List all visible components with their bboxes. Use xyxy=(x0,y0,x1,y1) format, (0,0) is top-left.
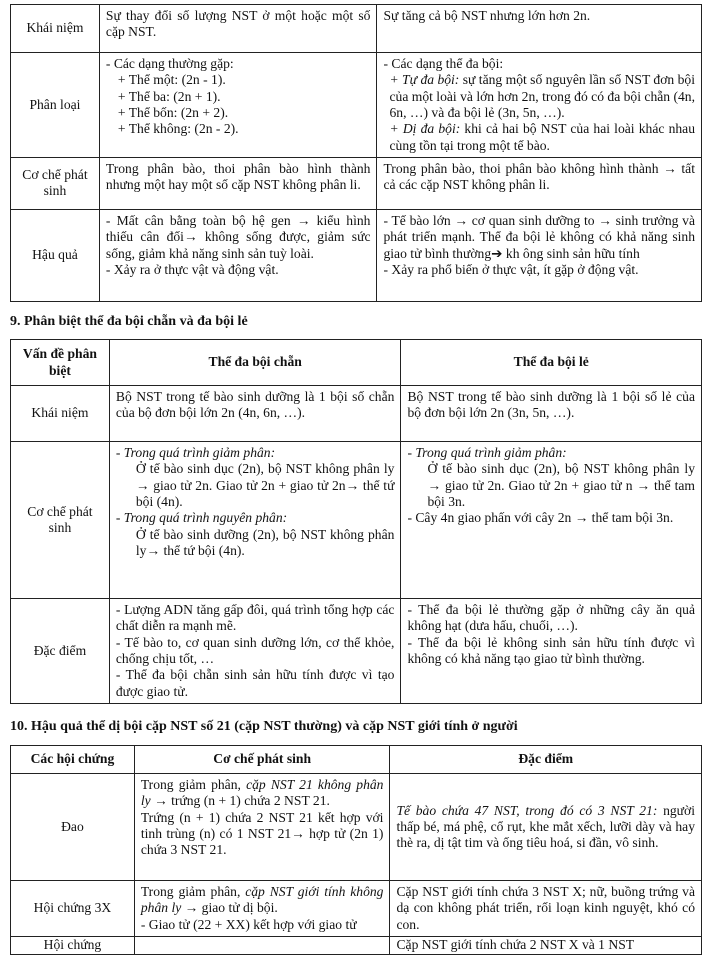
table-even-vs-odd-polyploid xyxy=(10,339,702,704)
column-header: Thể đa bội chẵn xyxy=(109,340,401,386)
table-row xyxy=(11,209,702,301)
cell-odd: Bộ NST trong tế bào sinh dưỡng là 1 bội số lẻ của bộ đơn bội lớn 2n (3n, 5n, …). xyxy=(401,386,702,442)
column-header: Vấn đề phân biệt xyxy=(11,340,110,386)
row-label: Đặc điểm xyxy=(11,599,110,704)
term-autopolyploid: + Tự đa bội: xyxy=(389,72,460,88)
row-label: Khái niệm xyxy=(11,5,100,53)
column-header: Đặc điểm xyxy=(390,746,702,774)
row-label: Khái niệm xyxy=(11,386,110,442)
cell-features: Cặp NST giới tính chứa 3 NST X; nữ, buồng trứng và dạ con không phát triển, rối loạn kinh nguyệt, khó có con. xyxy=(390,881,702,937)
row-label: Phân loại xyxy=(11,53,100,158)
table-row xyxy=(11,881,702,937)
column-header: Các hội chứng xyxy=(11,746,135,774)
cell-polyploid: - Các dạng thể đa bội: + Tự đa bội: sự tăng một số nguyên lần số NST đơn bội của một loài và lớn hơn 2n, trong đó có đa bội chẵn (4n, 6n, …) và đa bội lẻ (3n, 5n, …). + Dị đa bội: khi cả hai bộ NST của hai loài khác nhau cùng tồn tại trong một tế bào. xyxy=(377,53,702,158)
cell-even: - Lượng ADN tăng gấp đôi, quá trình tổng hợp các chất diễn ra mạnh mẽ. - Tế bào to, cơ quan sinh dưỡng lớn, cơ thể khỏe, chống chịu tốt, … - Thể đa bội chẵn sinh sản hữu tính được vì tạo được giao tử. xyxy=(109,599,401,704)
row-label: Cơ chế phát sinh xyxy=(11,442,110,599)
table-row xyxy=(11,442,702,599)
row-label: Hậu quả xyxy=(11,209,100,301)
cell-polyploid: - Tế bào lớn → cơ quan sinh dưỡng to → sinh trưởng và phát triển mạnh. Thể đa bội lẻ không có khả năng sinh giao tử bình thường➔ kh ông sinh sản hữu tính - Xảy ra phổ biến ở thực vật, ít gặp ở động vật. xyxy=(377,209,702,301)
cell-even: Bộ NST trong tế bào sinh dưỡng là 1 bội số chẵn của bộ đơn bội lớn 2n (4n, 6n, …). xyxy=(109,386,401,442)
cell-aneuploid: - Mất cân bằng toàn bộ hệ gen → kiểu hình thiếu cân đối→ không sống được, giảm sức sống, giảm khả năng sinh sản tuỳ loài. - Xảy ra ở thực vật và động vật. xyxy=(99,209,377,301)
section-10-heading: 10. Hậu quả thể dị bội cặp NST số 21 (cặp NST thường) và cặp NST giới tính ở người xyxy=(10,719,518,734)
cell-mechanism: Trong giảm phân, cặp NST 21 không phân ly → trứng (n + 1) chứa 2 NST 21. Trứng (n + 1) chứa 2 NST 21 kết hợp với tinh trùng (n) có 1 NST 21→ hợp tử (2n 1) chứa 3 NST 21. xyxy=(134,774,390,881)
section-9-heading: 9. Phân biệt thể đa bội chẵn và đa bội lẻ xyxy=(10,314,248,329)
cell-odd: - Thể đa bội lẻ thường gặp ở những cây ăn quả không hạt (dưa hấu, chuối, …). - Thể đa bội lẻ không sinh sản hữu tính được vì không có khả năng tạo giao tử bình thường. xyxy=(401,599,702,704)
row-label: Cơ chế phát sinh xyxy=(11,157,100,209)
cell-polyploid: Trong phân bào, thoi phân bào không hình thành → tất cả các cặp NST không phân li. xyxy=(377,157,702,209)
table-row xyxy=(11,936,702,954)
cell-mechanism xyxy=(134,936,390,954)
table-row xyxy=(11,5,702,53)
cell-mechanism: Trong giảm phân, cặp NST giới tính không phân ly → giao tử dị bội. - Giao tử (22 + XX) kết hợp với giao tử xyxy=(134,881,390,937)
row-label: Hội chứng xyxy=(11,936,135,954)
term-allopolyploid: + Dị đa bội: xyxy=(389,121,461,137)
cell-features: Cặp NST giới tính chứa 2 NST X và 1 NST xyxy=(390,936,702,954)
table-header-row xyxy=(11,340,702,386)
cell-features: Tế bào chứa 47 NST, trong đó có 3 NST 21: người thấp bé, má phệ, cổ rụt, khe mắt xếch, lưỡi dày và hay thè ra, dị tật tim và ống tiêu hoá, si đần, vô sinh. xyxy=(390,774,702,881)
table-row xyxy=(11,53,702,158)
column-header: Thể đa bội lẻ xyxy=(401,340,702,386)
cell-odd: - Trong quá trình giảm phân: Ở tế bào sinh dục (2n), bộ NST không phân ly → giao tử 2n. Giao tử 2n + giao tử n → thể tam bội 3n. - Cây 4n giao phấn với cây 2n → thể tam bội 3n. xyxy=(401,442,702,599)
cell-polyploid: Sự tăng cả bộ NST nhưng lớn hơn 2n. xyxy=(377,5,702,53)
cell-aneuploid: Sự thay đổi số lượng NST ở một hoặc một số cặp NST. xyxy=(99,5,377,53)
table-row xyxy=(11,386,702,442)
column-header: Cơ chế phát sinh xyxy=(134,746,390,774)
row-label: Hội chứng 3X xyxy=(11,881,135,937)
table-human-syndromes xyxy=(10,745,702,955)
table-row xyxy=(11,774,702,881)
cell-even: - Trong quá trình giảm phân: Ở tế bào sinh dục (2n), bộ NST không phân ly → giao tử 2n. Giao tử 2n + giao tử 2n→ thể tứ bội (4n). - Trong quá trình nguyên phân: Ở tế bào sinh dưỡng (2n), bộ NST không phân ly→ thể tứ bội (4n). xyxy=(109,442,401,599)
cell-aneuploid: Trong phân bào, thoi phân bào hình thành nhưng một hay một số cặp NST không phân li. xyxy=(99,157,377,209)
table-row xyxy=(11,157,702,209)
row-label: Đao xyxy=(11,774,135,881)
table-header-row xyxy=(11,746,702,774)
table-aneuploid-vs-polyploid xyxy=(10,4,702,302)
table-row xyxy=(11,599,702,704)
cell-aneuploid: - Các dạng thường gặp: + Thể một: (2n - 1). + Thể ba: (2n + 1). + Thể bốn: (2n + 2). + Thể không: (2n - 2). xyxy=(99,53,377,158)
